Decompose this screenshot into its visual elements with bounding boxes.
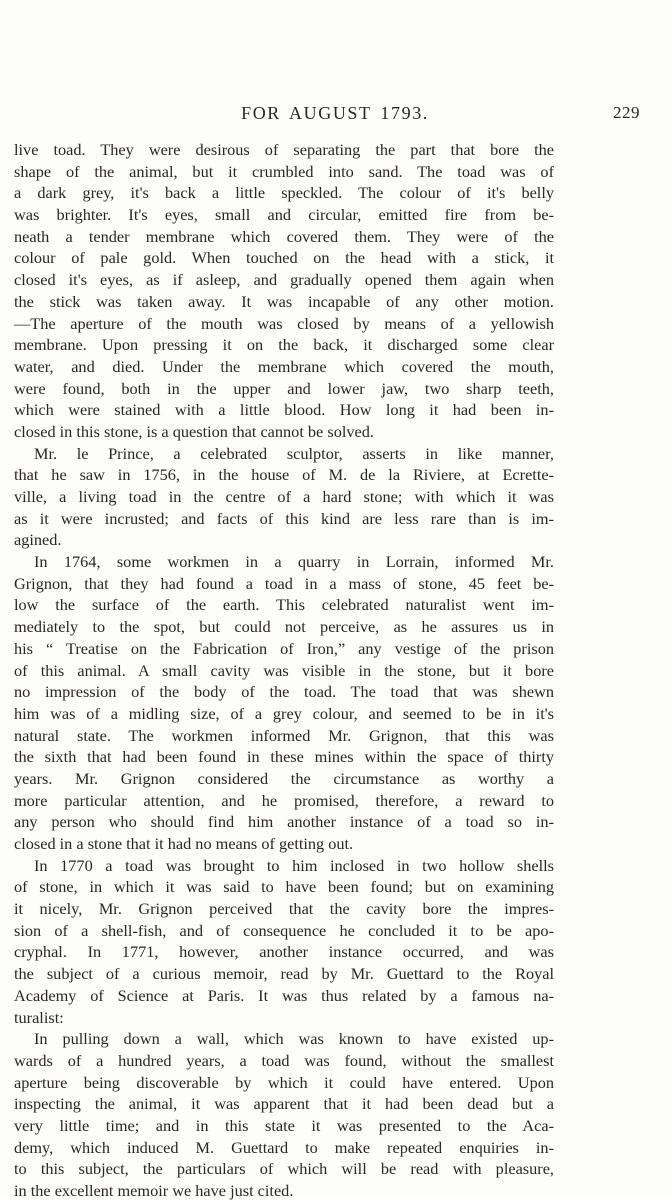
text-line: sion of a shell-fish, and of consequence he concluded it to be apo- (14, 920, 554, 940)
text-line: closed in this stone, is a question that cannot be solved. (14, 421, 374, 441)
body-text (14, 139, 554, 1202)
text-line: the subject of a curious memoir, read by Mr. Guettard to the Royal (14, 964, 554, 984)
text-line: to this subject, the particulars of which will be read with pleasure, (14, 1159, 554, 1179)
text-line: In pulling down a wall, which was known to have existed up- (34, 1029, 554, 1049)
text-line: that he saw in 1756, in the house of M. de la Riviere, at Ecrette- (14, 465, 554, 485)
text-line: as it were incrusted; and facts of this kind are less rare than is im- (14, 508, 554, 528)
text-line: Academy of Science at Paris. It was thus related by a famous na- (14, 985, 554, 1005)
text-line: no impression of the body of the toad. The toad that was shewn (14, 682, 554, 702)
text-line: In 1764, some workmen in a quarry in Lorrain, informed Mr. (34, 552, 554, 572)
text-line: inspecting the animal, it was apparent that it had been dead but a (14, 1094, 554, 1114)
text-line: was brighter. It's eyes, small and circular, emitted fire from be- (14, 205, 554, 225)
text-line: very little time; and in this state it was presented to the Aca- (14, 1115, 554, 1135)
text-line: aperture being discoverable by which it could have entered. Upon (14, 1072, 554, 1092)
text-line: more particular attention, and he promised, therefore, a reward to (14, 790, 554, 810)
text-line: wards of a hundred years, a toad was found, without the smallest (14, 1050, 554, 1070)
text-line: the stick was taken away. It was incapable of any other motion. (14, 291, 554, 311)
text-line: cryphal. In 1771, however, another instance occurred, and was (14, 942, 554, 962)
text-line: the sixth that had been found in these mines within the space of thirty (14, 747, 554, 767)
text-line: water, and died. Under the membrane which covered the mouth, (14, 356, 554, 376)
text-line: natural state. The workmen informed Mr. Grignon, that this was (14, 725, 554, 745)
text-line: it nicely, Mr. Grignon perceived that the cavity bore the impres- (14, 899, 554, 919)
text-line: —The aperture of the mouth was closed by means of a yellowish (14, 313, 554, 333)
text-line: Mr. le Prince, a celebrated sculptor, asserts in like manner, (34, 443, 554, 463)
page-number: 229 (613, 103, 640, 122)
running-head (30, 103, 640, 129)
text-line: mediately to the spot, but could not perceive, as he assures us in (14, 617, 554, 637)
text-line: him was of a midling size, of a grey colour, and seemed to be in it's (14, 703, 554, 723)
text-line: which were stained with a little blood. How long it had been in- (14, 400, 554, 420)
text-line: any person who should find him another instance of a toad so in- (14, 812, 554, 832)
text-line: demy, which induced M. Guettard to make repeated enquiries in- (14, 1137, 554, 1157)
text-line: neath a tender membrane which covered them. They were of the (14, 226, 554, 246)
text-line: of stone, in which it was said to have been found; but on examining (14, 877, 554, 897)
text-line: ville, a living toad in the centre of a hard stone; with which it was (14, 487, 554, 506)
text-line: turalist: (14, 1007, 64, 1027)
text-line: In 1770 a toad was brought to him inclosed in two hollow shells (34, 855, 554, 875)
text-line: membrane. Upon pressing it on the back, it discharged some clear (14, 335, 554, 355)
text-line: were found, both in the upper and lower jaw, two sharp teeth, (14, 378, 554, 398)
text-line: in the excellent memoir we have just cited. (14, 1181, 294, 1200)
text-line: agined. (14, 530, 62, 550)
text-line: his “ Treatise on the Fabrication of Iron,” any vestige of the prison (14, 638, 554, 658)
text-line: closed in a stone that it had no means of getting out. (14, 834, 354, 853)
text-line: low the surface of the earth. This celebrated naturalist went im- (14, 595, 554, 615)
text-line: live toad. They were desirous of separating the part that bore the (14, 140, 554, 159)
running-title: FOR AUGUST 1793. (241, 103, 429, 123)
text-line: years. Mr. Grignon considered the circumstance as worthy a (14, 768, 554, 788)
text-line: of this animal. A small cavity was visible in the stone, but it bore (14, 660, 554, 680)
text-line: Grignon, that they had found a toad in a mass of stone, 45 feet be- (14, 573, 554, 593)
text-line: shape of the animal, but it crumbled into sand. The toad was of (14, 161, 554, 181)
text-line: a dark grey, it's back a little speckled. The colour of it's belly (14, 183, 554, 203)
text-line: colour of pale gold. When touched on the head with a stick, it (14, 248, 554, 268)
text-line: closed it's eyes, as if asleep, and gradually opened them again when (14, 270, 554, 290)
